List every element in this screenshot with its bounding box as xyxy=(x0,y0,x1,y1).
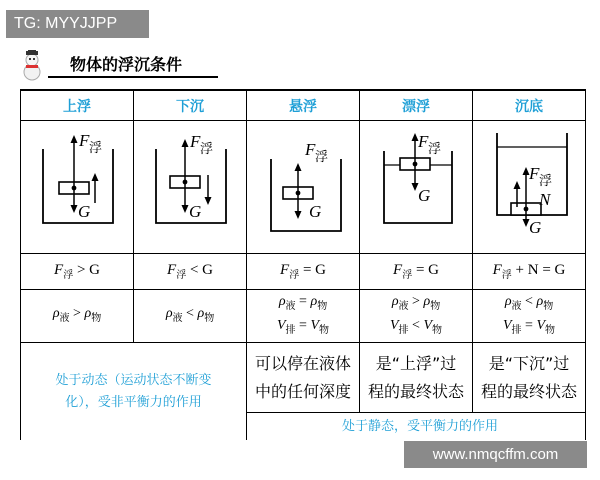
title-block xyxy=(18,50,218,82)
gravity-label: G xyxy=(309,202,322,221)
condition-float: $F_浮 = G$ xyxy=(393,262,439,281)
buoyancy-label: F xyxy=(529,164,540,183)
diagram-suspend xyxy=(247,121,359,253)
note-float: 是“上浮”过 程的最终状态 xyxy=(367,353,464,401)
watermark-top: TG: MYYJJPP xyxy=(6,10,149,38)
buoyancy-sub: 浮 xyxy=(89,140,103,155)
header-bottom: 沉底 xyxy=(515,98,543,115)
note-static: 处于静态，受平衡力的作用 xyxy=(341,418,498,434)
density-bottom: $\rho_液 < \rho_物$ $V_排 = V_物$ xyxy=(502,294,556,336)
buoyancy-sub: 浮 xyxy=(315,149,329,164)
watermark-bottom: www.nmqcffm.com xyxy=(404,441,587,468)
vline xyxy=(585,89,586,440)
buoyancy-label: F xyxy=(190,132,201,151)
density-sink: $\rho_液 < \rho_物$ xyxy=(165,306,215,324)
note-dynamic: 处于动态（运动状态不断变 化），受非平衡力的作用 xyxy=(55,372,212,410)
buoyancy-label: F xyxy=(305,140,316,159)
gravity-label: G xyxy=(78,202,91,221)
header-float: 漂浮 xyxy=(402,98,430,115)
density-rise: $\rho_液 > \rho_物$ xyxy=(52,306,102,324)
header-suspend: 悬浮 xyxy=(289,98,317,115)
gravity-label: G xyxy=(189,202,202,221)
buoyancy-sub: 浮 xyxy=(200,141,214,156)
header-sink: 下沉 xyxy=(176,98,204,115)
buoyancy-sub: 浮 xyxy=(539,173,553,188)
buoyancy-sub: 浮 xyxy=(428,141,442,156)
buoyancy-label: F xyxy=(418,132,429,151)
condition-bottom: $F_浮 + N = G$ xyxy=(492,262,566,281)
normal-label: N xyxy=(539,190,551,209)
condition-suspend: $F_浮 = G$ xyxy=(280,262,326,281)
diagram-rise xyxy=(21,121,133,253)
condition-rise: $F_浮 > G$ xyxy=(54,262,100,281)
diagram-float xyxy=(360,121,472,253)
density-suspend: $\rho_液 = \rho_物$ $V_排 = V_物$ xyxy=(276,294,330,336)
condition-sink: $F_浮 < G$ xyxy=(167,262,213,281)
snowman-icon xyxy=(18,50,48,82)
note-sink: 是“下沉”过 程的最终状态 xyxy=(480,353,577,401)
page-title: 物体的浮沉条件 xyxy=(70,55,183,74)
buoyancy-label: F xyxy=(79,131,90,150)
gravity-label: G xyxy=(418,186,431,205)
note-suspend: 可以停在液体 中的任何深度 xyxy=(254,353,351,401)
diagram-bottom xyxy=(473,121,585,253)
title-underline xyxy=(48,76,218,78)
diagram-sink xyxy=(134,121,246,253)
header-rise: 上浮 xyxy=(63,98,91,115)
density-float: $\rho_液 > \rho_物$ $V_排 < V_物$ xyxy=(389,294,443,336)
gravity-label: G xyxy=(529,218,542,237)
